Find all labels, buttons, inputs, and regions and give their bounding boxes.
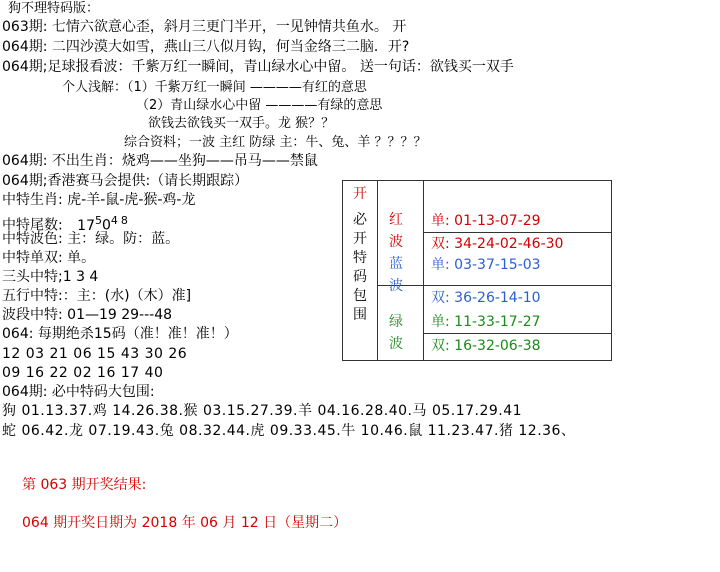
- text-line: 064期: 二四沙漠大如雪，燕山三八似月钩，何当金络三二脑．开?: [2, 39, 410, 55]
- text-line: 064: 每期绝杀15码（准！准！准！）: [2, 326, 238, 342]
- results-title: 第 063 期开奖结果:: [22, 477, 147, 493]
- text-line: 中特波色: 主：绿。防：蓝。: [2, 231, 180, 247]
- title-char: 必: [353, 212, 367, 228]
- text-line: 064期: 不出生肖：烧鸡——坐狗——吊马——禁鼠: [2, 153, 318, 169]
- title-char: 开: [353, 231, 367, 247]
- table-title-column: [352, 211, 368, 325]
- text-line: 波段中特: 01—19 29---48: [2, 307, 173, 323]
- title-char: 特: [353, 250, 367, 266]
- text-line: 064期;足球报看波：千紫万红一瞬间，青山绿水心中留。 送一句话：欲钱买一双手: [2, 59, 514, 75]
- zodiac-numbers-row: 狗 01.13.37.鸡 14.26.38.猴 03.15.27.39.羊 04.16.28.40.马 05.17.29.41: [2, 403, 523, 419]
- green-wave-label: 绿 波: [389, 314, 403, 352]
- text-line: 个人浅解：（1）千紫万红一瞬间 ————有红的意思: [62, 80, 367, 95]
- color-wave-table: [342, 180, 612, 361]
- text-line: 064期;香港赛马会提供:（请长期跟踪）: [2, 173, 249, 189]
- red-odd-row: 单: 01-13-07-29: [431, 213, 541, 229]
- kill-numbers-row: 12 03 21 06 15 43 30 26: [2, 346, 188, 362]
- table-title-column: [352, 185, 368, 210]
- head-numbers-line: [2, 269, 98, 286]
- head-label: 三头中特;: [2, 269, 63, 285]
- text-line: 064期: 必中特码大包围:: [2, 384, 155, 400]
- title-char: 包: [353, 288, 367, 304]
- text-line: （2）青山绿水心中留 ————有绿的意思: [136, 98, 383, 113]
- head-numbers: 1 3 4: [62, 269, 99, 285]
- tail-number: 4: [110, 214, 118, 227]
- text-line: 中特单双: 单。: [2, 250, 96, 266]
- blue-wave-label: 蓝 波: [389, 256, 403, 294]
- draw-date: 064 期开奖日期为 2018 年 06 月 12 日（星期二）: [22, 515, 348, 531]
- tail-number: 17: [77, 217, 95, 234]
- text-line: 五行中特:：主：(水)（木）准]: [2, 288, 192, 304]
- title-char: 开: [353, 186, 367, 202]
- text-line: 欲钱去欲钱买一双手。龙 猴？？: [148, 116, 335, 131]
- kill-numbers-row: 09 16 22 02 16 17 40: [2, 365, 164, 381]
- text-line: 063期: 七情六欲意心歪，斜月三更门半开，一见钟情共鱼水。 开: [2, 19, 407, 35]
- tail-number: 8: [120, 214, 128, 227]
- green-even-row: 双: 16-32-06-38: [431, 338, 541, 354]
- text-line: 综合资料；一波 主红 防绿 主：牛、兔、羊 ？？？？: [124, 135, 427, 150]
- red-wave-label: 红 波: [389, 212, 403, 250]
- title-char: 围: [353, 307, 367, 323]
- zodiac-numbers-row: 蛇 06.42.龙 07.19.43.兔 08.32.44.虎 09.33.45.牛 10.46.鼠 11.23.47.猪 12.36、: [2, 423, 576, 439]
- green-odd-row: 单: 11-33-17-27: [431, 314, 541, 330]
- red-even-row: 双: 34-24-02-46-30: [431, 236, 564, 252]
- tail-label: 中特尾数:: [2, 217, 63, 234]
- title-char: 码: [353, 269, 367, 285]
- page-title: 狗不理特码版：: [8, 1, 100, 16]
- tail-number: 0: [102, 217, 111, 234]
- blue-odd-row: 单: 03-37-15-03: [431, 257, 541, 273]
- tail-number: 5: [95, 214, 102, 227]
- blue-even-row: 双: 36-26-14-10: [431, 290, 541, 306]
- text-line: 中特生肖: 虎-羊-鼠-虎-猴-鸡-龙: [2, 192, 196, 208]
